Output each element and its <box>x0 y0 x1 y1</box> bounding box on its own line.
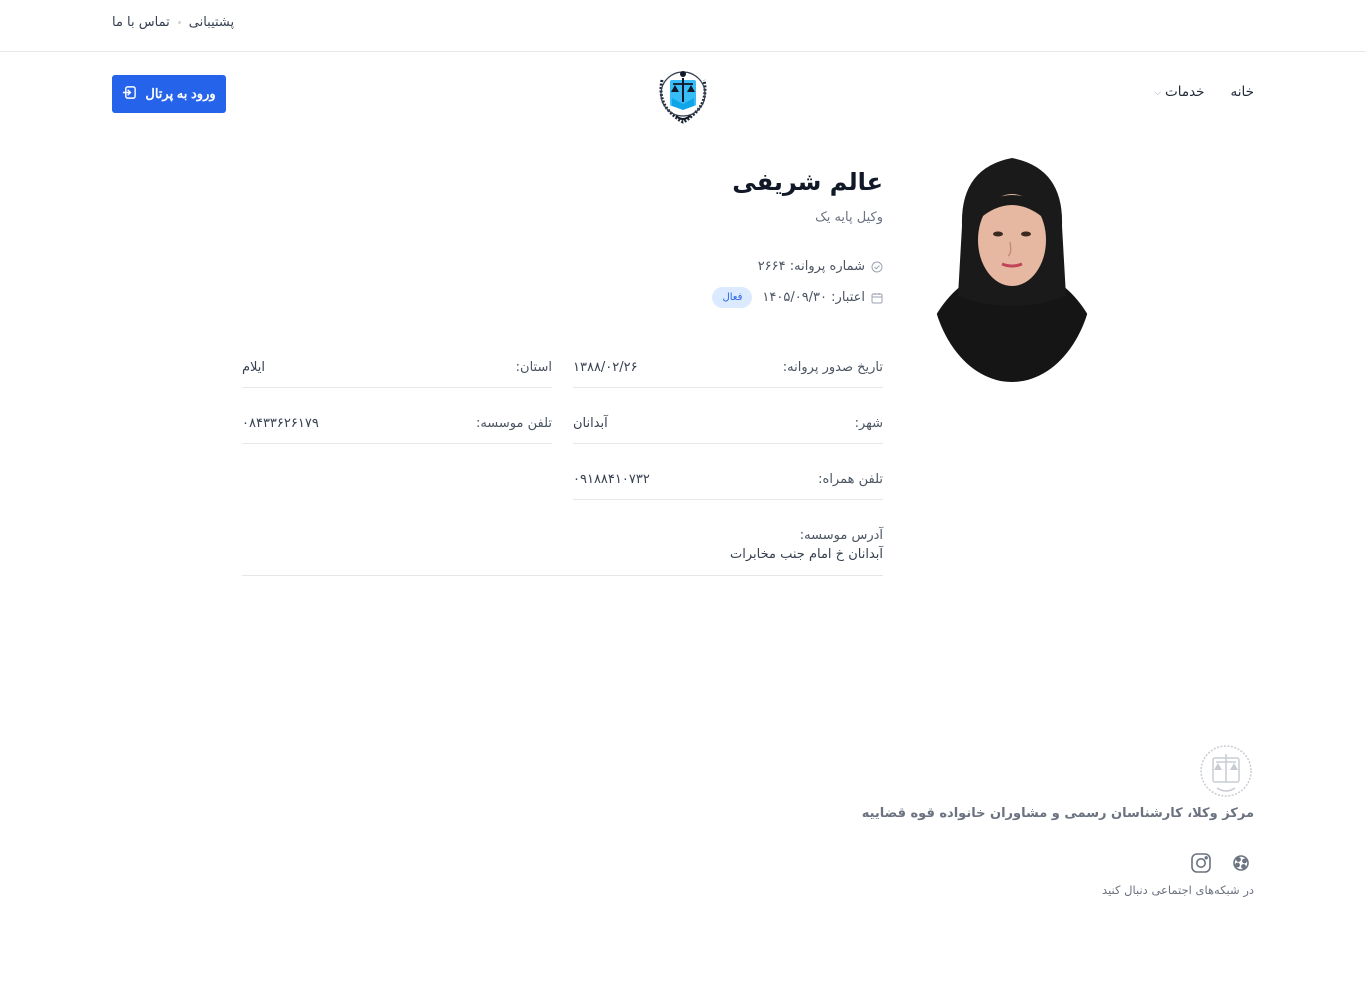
follow-text: در شبکه‌های اجتماعی دنبال کنید <box>1102 883 1254 897</box>
validity-text: اعتبار: ۱۴۰۵/۰۹/۳۰ <box>762 290 865 305</box>
license-number-text: شماره پروانه: ۲۶۶۴ <box>757 259 865 274</box>
status-badge: فعال <box>712 287 752 308</box>
support-link[interactable]: پشتیبانی <box>188 15 235 30</box>
office-phone-value[interactable]: ۰۸۴۳۳۶۲۶۱۷۹ <box>242 416 319 431</box>
address-field <box>242 520 883 576</box>
city-field <box>573 408 883 444</box>
nav-item-services[interactable] <box>1154 84 1204 100</box>
mobile-value[interactable]: ۰۹۱۸۸۴۱۰۷۳۲ <box>573 472 650 487</box>
issue-date-value: ۱۳۸۸/۰۲/۲۶ <box>573 360 638 375</box>
address-label: آدرس موسسه: <box>799 528 883 543</box>
city-value: آبدانان <box>573 416 608 431</box>
nav-item-home[interactable] <box>1231 84 1254 100</box>
lawyer-rank: وکیل پایه یک <box>815 210 883 225</box>
instagram-icon[interactable] <box>1190 852 1212 874</box>
address-value: آبدانان خ امام جنب مخابرات <box>730 547 883 562</box>
nav-menu <box>1154 84 1254 100</box>
check-circle-icon <box>871 261 883 273</box>
navbar <box>0 52 1366 136</box>
province-label: استان: <box>515 360 552 375</box>
judiciary-logo[interactable] <box>654 62 712 124</box>
province-field <box>242 352 552 388</box>
portal-login-label: ورود به پرتال <box>145 86 216 101</box>
topbar <box>0 0 1366 52</box>
lawyer-photo <box>930 156 1094 382</box>
aparat-icon[interactable] <box>1230 852 1252 874</box>
chevron-down-icon: ⌵ <box>1154 88 1162 98</box>
issue-date-field <box>573 352 883 388</box>
topbar-links <box>112 15 234 30</box>
nav-home-label: خانه <box>1230 84 1254 100</box>
nav-services-label: خدمات <box>1165 84 1205 100</box>
contact-link[interactable]: تماس با ما <box>112 15 170 30</box>
office-phone-label: تلفن موسسه: <box>475 416 552 431</box>
mobile-field <box>573 464 883 500</box>
social-links <box>1190 852 1252 874</box>
login-icon <box>122 85 137 103</box>
lawyer-name: عالم شریفی <box>732 168 883 196</box>
calendar-icon <box>871 292 883 304</box>
issue-date-label: تاریخ صدور پروانه: <box>782 360 883 375</box>
province-value: ایلام <box>242 360 266 375</box>
mobile-label: تلفن همراه: <box>818 472 883 487</box>
city-label: شهر: <box>854 416 883 431</box>
footer-title: مرکز وکلا، کارشناسان رسمی و مشاوران خانواده قوه قضاییه <box>861 806 1254 821</box>
separator-dot <box>178 21 181 24</box>
footer-logo <box>1199 744 1253 798</box>
validity-row <box>712 287 883 308</box>
license-number-row <box>758 259 883 274</box>
portal-login-button[interactable] <box>112 75 226 113</box>
office-phone-field <box>242 408 552 444</box>
